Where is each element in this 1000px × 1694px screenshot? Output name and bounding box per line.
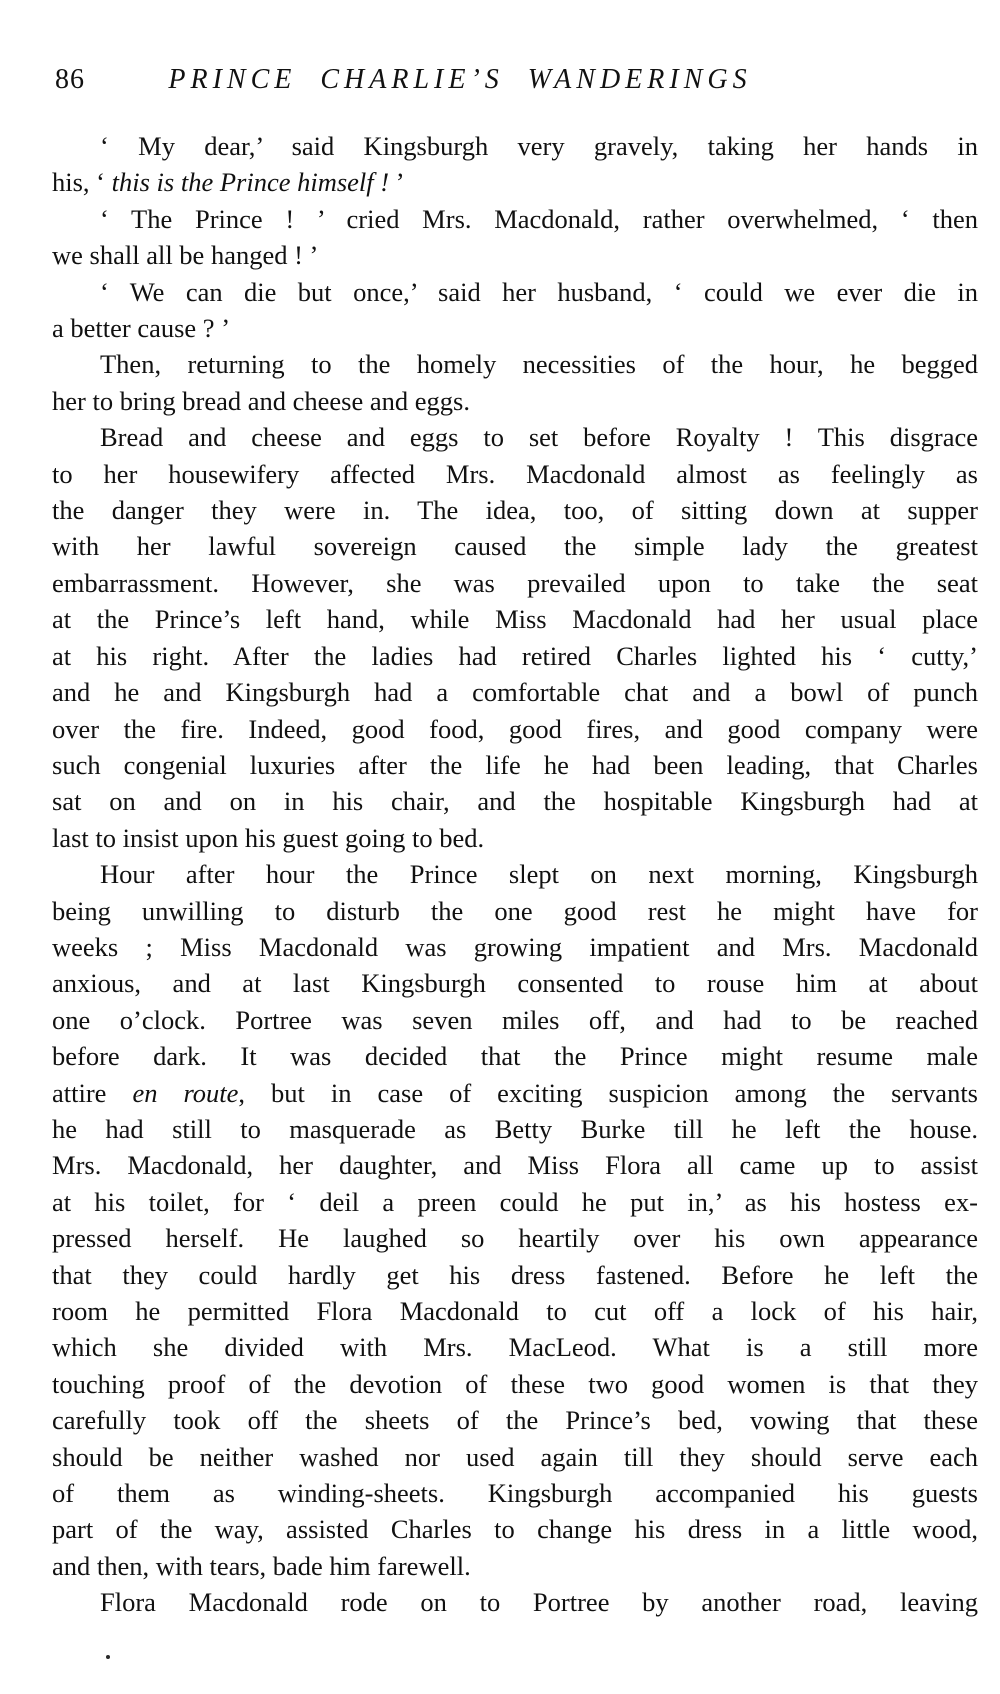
- text-run: Hour after hour the Prince slept on next morning, Kingsburgh: [100, 859, 978, 890]
- print-speck-artifact: [106, 1655, 110, 1659]
- text-line: [52, 1439, 978, 1475]
- text-run: at his toilet, for ‘ deil a preen could he put in,’ as his hostess ex-: [52, 1186, 978, 1217]
- text-run: last to insist upon his guest going to bed.: [52, 822, 485, 853]
- text-line: [52, 1584, 978, 1620]
- text-run: embarrassment. However, she was prevailed upon to take the seat: [52, 567, 978, 598]
- text-line: [52, 747, 978, 783]
- text-run: being unwilling to disturb the one good rest he might have for: [52, 895, 978, 926]
- text-run: a better cause ? ’: [52, 313, 231, 344]
- text-run: , but in case of exciting suspicion among the servants: [238, 1077, 978, 1108]
- text-line: [52, 1111, 978, 1147]
- page-number: 86: [55, 64, 85, 95]
- text-run: with her lawful sovereign caused the simple lady the greatest: [52, 531, 978, 562]
- text-line: [52, 1366, 978, 1402]
- text-line: [52, 1075, 978, 1111]
- text-line: [52, 1147, 978, 1183]
- text-line: [52, 1329, 978, 1365]
- text-line: [52, 310, 978, 346]
- text-line: [52, 893, 978, 929]
- text-line: [52, 1293, 978, 1329]
- text-line: [52, 237, 978, 273]
- text-line: [52, 164, 978, 200]
- text-run: at the Prince’s left hand, while Miss Macdonald had her usual place: [52, 604, 978, 635]
- text-line: [52, 346, 978, 382]
- page-header: [0, 64, 920, 100]
- text-run: part of the way, assisted Charles to change his dress in a little wood,: [52, 1514, 978, 1545]
- text-line: [52, 1475, 978, 1511]
- text-line: [52, 820, 978, 856]
- text-run: over the fire. Indeed, good food, good fires, and good company were: [52, 713, 978, 744]
- text-run: to her housewifery affected Mrs. Macdonald almost as feelingly as: [52, 458, 978, 489]
- text-line: [52, 965, 978, 1001]
- text-run: one o’clock. Portree was seven miles off, and had to be reached: [52, 1004, 978, 1035]
- text-line: [52, 674, 978, 710]
- italic-text-run: this is the Prince himself !: [111, 167, 390, 198]
- italic-text-run: en route: [132, 1077, 239, 1108]
- text-line: [52, 419, 978, 455]
- text-run: such congenial luxuries after the life he had been leading, that Charles: [52, 749, 978, 780]
- text-line: [52, 1402, 978, 1438]
- text-line: [52, 1548, 978, 1584]
- text-line: [52, 929, 978, 965]
- text-run: her to bring bread and cheese and eggs.: [52, 385, 470, 416]
- text-run: and then, with tears, bade him farewell.: [52, 1550, 471, 1581]
- text-line: [52, 1220, 978, 1256]
- text-line: [52, 456, 978, 492]
- text-line: [52, 783, 978, 819]
- text-line: [52, 711, 978, 747]
- text-run: ’: [389, 167, 405, 198]
- text-run: attire: [52, 1077, 133, 1108]
- text-line: [52, 1257, 978, 1293]
- text-run: touching proof of the devotion of these two good women is that they: [52, 1368, 978, 1399]
- text-run: ‘ My dear,’ said Kingsburgh very gravely, taking her hands in: [100, 131, 978, 161]
- text-line: [52, 1511, 978, 1547]
- text-line: [52, 565, 978, 601]
- text-run: should be neither washed nor used again till they should serve each: [52, 1441, 978, 1472]
- text-line: [52, 1184, 978, 1220]
- text-line: [52, 274, 978, 310]
- text-run: we shall all be hanged ! ’: [52, 240, 319, 271]
- text-run: carefully took off the sheets of the Prince’s bed, vowing that these: [52, 1405, 978, 1436]
- text-line: [52, 601, 978, 637]
- text-run: he had still to masquerade as Betty Burke till he left the house.: [52, 1113, 978, 1144]
- text-line: [52, 528, 978, 564]
- text-run: and he and Kingsburgh had a comfortable chat and a bowl of punch: [52, 677, 978, 708]
- text-run: Flora Macdonald rode on to Portree by another road, leaving: [100, 1587, 978, 1618]
- text-run: weeks ; Miss Macdonald was growing impatient and Mrs. Macdonald: [52, 931, 978, 962]
- text-line: [52, 128, 978, 164]
- text-run: ‘ The Prince ! ’ cried Mrs. Macdonald, rather overwhelmed, ‘ then: [100, 203, 978, 234]
- text-run: which she divided with Mrs. MacLeod. What is a still more: [52, 1332, 978, 1363]
- text-run: of them as winding-sheets. Kingsburgh accompanied his guests: [52, 1478, 978, 1509]
- text-run: pressed herself. He laughed so heartily over his own appearance: [52, 1223, 978, 1254]
- running-title: PRINCE CHARLIE’S WANDERINGS: [168, 64, 752, 95]
- text-run: Mrs. Macdonald, her daughter, and Miss Flora all came up to assist: [52, 1150, 978, 1181]
- text-line: [52, 1038, 978, 1074]
- text-line: [52, 1002, 978, 1038]
- text-run: Bread and cheese and eggs to set before Royalty ! This disgrace: [100, 422, 978, 453]
- text-run: anxious, and at last Kingsburgh consented to rouse him at about: [52, 968, 978, 999]
- text-run: the danger they were in. The idea, too, of sitting down at supper: [52, 495, 978, 526]
- text-line: [52, 638, 978, 674]
- text-run: that they could hardly get his dress fastened. Before he left the: [52, 1259, 978, 1290]
- text-line: [52, 492, 978, 528]
- text-line: [52, 201, 978, 237]
- text-run: ‘ We can die but once,’ said her husband, ‘ could we ever die in: [100, 276, 978, 307]
- text-line: [52, 383, 978, 419]
- text-run: Then, returning to the homely necessities of the hour, he begged: [100, 349, 978, 380]
- text-run: before dark. It was decided that the Prince might resume male: [52, 1041, 978, 1072]
- text-run: his, ‘: [52, 167, 112, 198]
- text-run: sat on and on in his chair, and the hospitable Kingsburgh had at: [52, 786, 978, 817]
- text-run: at his right. After the ladies had retired Charles lighted his ‘ cutty,’: [52, 640, 978, 671]
- text-block: [52, 128, 978, 1621]
- text-line: [52, 856, 978, 892]
- text-run: room he permitted Flora Macdonald to cut off a lock of his hair,: [52, 1296, 978, 1326]
